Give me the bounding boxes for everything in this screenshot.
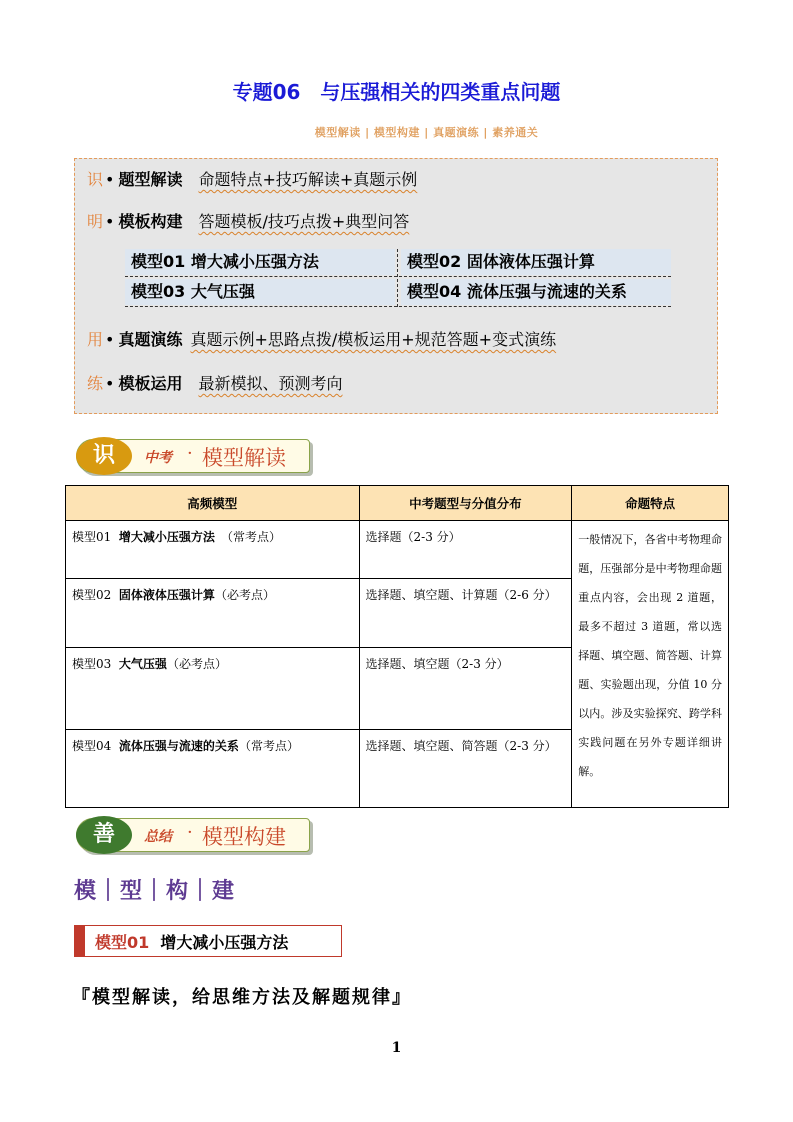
banner-small-text: 中考 [144, 450, 172, 466]
outline-desc: 答题模板/技巧点拨+典型问答 [198, 212, 410, 231]
model-grid [125, 249, 671, 307]
outline-key: 练 [87, 374, 104, 393]
model-number: 模型03 [72, 657, 112, 671]
outline-desc: 最新模拟、预测考向 [198, 374, 343, 393]
model-bar-number: 模型01 [95, 933, 150, 952]
model-bar-accent [75, 926, 85, 956]
banner-badge: 善 [76, 816, 132, 854]
model-tag: （必考点） [214, 588, 275, 602]
model-grid-divider-bottom [125, 306, 671, 307]
outline-row-4 [87, 371, 342, 394]
model-grid-divider-h [125, 276, 671, 277]
model-title-bar [74, 925, 342, 957]
table-cell-model [66, 579, 360, 648]
model-number: 模型02 [72, 588, 112, 602]
outline-desc: 命题特点+技巧解读+真题示例 [198, 170, 418, 189]
banner-badge: 识 [76, 437, 132, 475]
bullet: • [105, 212, 115, 231]
outline-label: 模板运用 [118, 374, 183, 393]
table-header-row [66, 486, 729, 521]
outline-label: 模板构建 [118, 212, 183, 231]
banner-dot: · [187, 443, 193, 464]
model-bar-name: 增大减小压强方法 [160, 933, 289, 952]
model-number: 模型04 [72, 739, 112, 753]
page-subtitle: 模型解读 | 模型构建 | 真题演练 | 素养通关 [314, 126, 539, 139]
model-name: 流体压强与流速的关系 [118, 739, 239, 753]
banner-title: 模型构建 [202, 825, 286, 849]
table-cell-model [66, 730, 360, 808]
outline-box [74, 158, 718, 414]
model-tag: （必考点） [166, 657, 227, 671]
model-tag: （常考点） [238, 739, 299, 753]
outline-key: 用 [87, 330, 104, 349]
banner-small-text: 总结 [144, 829, 172, 845]
table-cell-dist: 选择题、填空题（2-3 分） [359, 648, 572, 730]
outline-key: 明 [87, 212, 104, 231]
bullet: • [105, 374, 115, 393]
banner-title: 模型解读 [202, 446, 286, 470]
table-cell-model [66, 648, 360, 730]
banner-dot: · [187, 822, 193, 843]
model-name: 固体液体压强计算 [118, 588, 215, 602]
model-number: 模型01 [72, 530, 112, 544]
model-tag: （常考点） [214, 530, 281, 544]
model-grid-divider-v [397, 249, 398, 307]
bullet: • [105, 170, 115, 189]
outline-label: 题型解读 [118, 170, 183, 189]
outline-row-3 [87, 327, 556, 350]
model-cell-3: 模型03 大气压强 [125, 279, 395, 305]
page-title: 专题06 与压强相关的四类重点问题 [232, 80, 561, 104]
model-cell-4: 模型04 流体压强与流速的关系 [401, 279, 671, 305]
table-header: 高频模型 [66, 486, 360, 521]
outline-key: 识 [87, 170, 104, 189]
model-bar-text [95, 930, 288, 953]
model-name: 大气压强 [118, 657, 167, 671]
table-header: 命题特点 [572, 486, 729, 521]
frequency-table [65, 485, 729, 808]
table-cell-model [66, 521, 360, 579]
table-cell-dist: 选择题、填空题、计算题（2-6 分） [359, 579, 572, 648]
table-cell-dist: 选择题（2-3 分） [359, 521, 572, 579]
outline-row-1 [87, 167, 417, 190]
table-cell-feature: 一般情况下，各省中考物理命题，压强部分是中考物理命题重点内容，会出现 2 道题，最多不超过 3 道题，常以选择题、填空题、简答题、计算题、实验题出现，分值 10 分以内。涉及实验探究、跨学科实践问题在另外专题详细讲解。 [572, 521, 729, 808]
model-reading-subheading: 『模型解读，给思维方法及解题规律』 [72, 987, 412, 1008]
table-header: 中考题型与分值分布 [359, 486, 572, 521]
model-cell-1: 模型01 增大减小压强方法 [125, 249, 395, 275]
model-name: 增大减小压强方法 [118, 530, 215, 544]
section-banner-model-reading [76, 439, 316, 479]
table-cell-dist: 选择题、填空题、简答题（2-3 分） [359, 730, 572, 808]
section-heading: 模｜型｜构｜建 [74, 879, 236, 904]
outline-label: 真题演练 [118, 330, 183, 349]
table-row [66, 521, 729, 579]
outline-row-2 [87, 209, 409, 232]
page-number: 1 [391, 1040, 402, 1056]
bullet: • [105, 330, 115, 349]
section-banner-model-building [76, 818, 316, 858]
outline-desc: 真题示例+思路点拨/模板运用+规范答题+变式演练 [190, 330, 557, 349]
model-cell-2: 模型02 固体液体压强计算 [401, 249, 671, 275]
